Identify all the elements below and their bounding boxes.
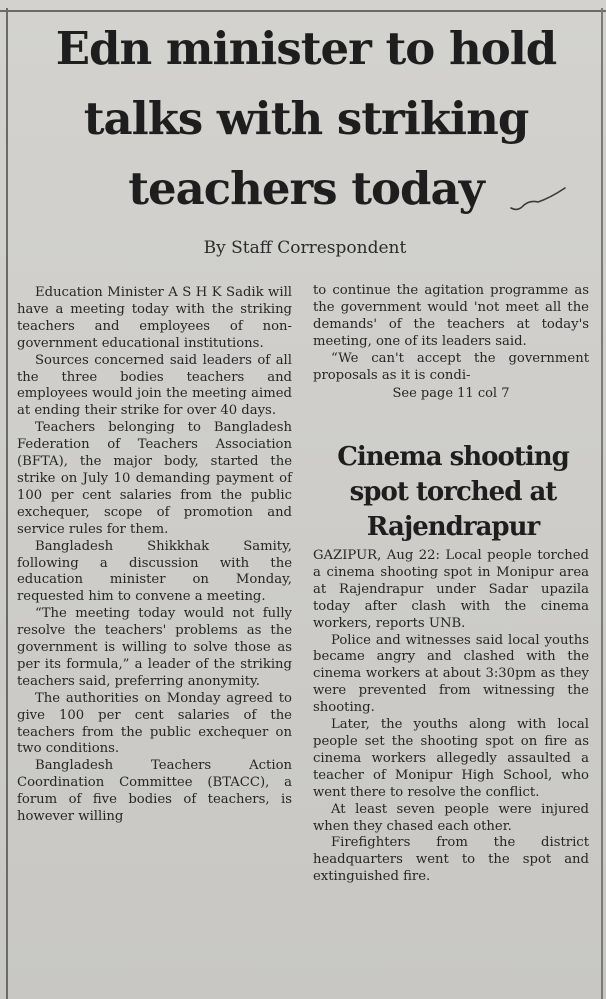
paragraph: The authorities on Monday agreed to give 100 per cent salaries of the teachers from the public exchequer on two conditions. (17, 690, 292, 757)
main-story-column-2 (313, 283, 589, 403)
main-headline: Edn minister to hold talks with striking teachers today (55, 22, 557, 215)
pen-tick-mark (508, 178, 568, 218)
paragraph: “The meeting today would not fully resolve the teachers' problems as the government is willing to solve those as per its formula,” a leader of the striking teachers said, preferring anonymity. (17, 606, 292, 689)
paragraph: to continue the agitation programme as the government would 'not meet all the demands' of the teachers at today's meeting, one of its leaders said. (313, 283, 589, 349)
right-column-rule (601, 8, 603, 999)
byline: By Staff Correspondent (203, 238, 407, 258)
sidebar-story-column (313, 548, 589, 886)
paragraph: Sources concerned said leaders of all the three bodies teachers and employees would join the meeting aimed at ending their strike for over 40 days. (17, 352, 292, 419)
paragraph: GAZIPUR, Aug 22: Local people torched a cinema shooting spot in Monipur area at Rajendrapur under Sadar upazila today after clash with the cinema workers, reports UNB. (313, 548, 589, 631)
paragraph: Police and witnesses said local youths became angry and clashed with the cinema workers at about 3:30pm as they were prevented from witnessing the shooting. (313, 632, 589, 716)
paragraph: Teachers belonging to Bangladesh Federation of Teachers Association (BFTA), the major body, started the strike on July 10 demanding payment of 100 per cent salaries from the public exchequer, scope of promotion and service rules for them. (17, 420, 292, 537)
paragraph: Bangladesh Teachers Action Coordination Committee (BTACC), a forum of five bodies of teachers, is however willing (17, 758, 292, 825)
paragraph: Firefighters from the district headquarters went to the spot and extinguished fire. (313, 835, 589, 885)
paragraph: Later, the youths along with local people set the shooting spot on fire as cinema workers allegedly assaulted a teacher of Monipur High School, who went there to resolve the conflict. (313, 717, 589, 800)
sidebar-headline: Cinema shooting spot torched at Rajendrapur (337, 442, 569, 542)
paragraph: “We can't accept the government proposals as it is condi- (313, 350, 589, 383)
top-rule (0, 0, 606, 12)
left-column-rule (6, 8, 8, 999)
jump-line: See page 11 col 7 (392, 386, 510, 402)
paragraph: Education Minister A S H K Sadik will have a meeting today with the striking teachers and employees of non-government educational institutions. (17, 285, 292, 351)
main-story-column-1 (17, 285, 292, 826)
paragraph: Bangladesh Shikkhak Samity, following a discussion with the education minister on Monday, requested him to convene a meeting. (17, 538, 292, 605)
paragraph: At least seven people were injured when they chased each other. (313, 801, 589, 834)
